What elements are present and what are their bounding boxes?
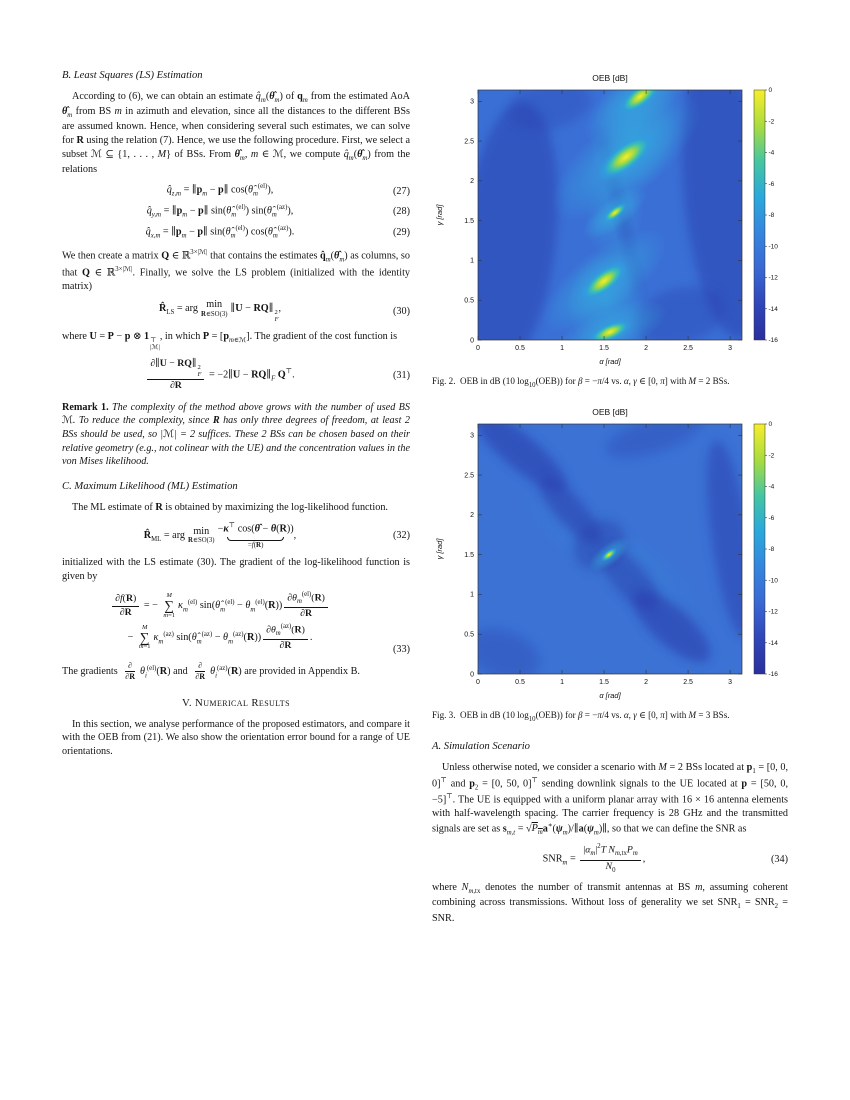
y-tick-label: 2 [470,178,474,186]
equation-number: (33) [393,643,410,655]
section-b-heading: B. Least Squares (LS) Estimation [62,70,203,81]
colorbar-tick-label: -4 [768,483,775,491]
figure-2-heatmap [432,70,784,370]
x-tick-label: 2.5 [683,678,693,686]
colorbar-tick-label: -8 [768,212,775,220]
x-tick-label: 1.5 [599,678,609,686]
equation-31 [62,358,410,393]
equation-28 [62,203,410,221]
x-tick-label: 2 [644,345,649,352]
x-axis-label: α [rad] [599,357,621,366]
remark-1: Remark 1. The complexity of the method above grows with the number of used BS ℳ. To reduce the complexity, since R has only three degrees of freedom, at least 2 BSs should be used, so |ℳ| = 2 suffices. These 2 BSs can be chosen based on their relative geometry (e.g., not colinear with the UE) and the concentration values in the von Mises likelihood. [62,401,410,468]
x-tick-label: 3 [728,678,733,686]
y-tick-label: 2.5 [464,138,474,146]
paragraph-c3: The gradients $\frac{\partial}{\partial R}$ $\theta_i^{(el)}(R)$ and $\frac{\partial}{\partial R}$ $\theta_i^{(az)}(R)$ are provided in Appendix B. [62,660,360,682]
paragraph-b1: According to (6), we can obtain an estimate $q̂_m(\thetâ_m)$ of $q_m$ from the estimated AoA $\thetâ_m$ from BS m in azimuth and elevation, since all the distances to the different BSs are assumed known. Hence, when considering several such estimates, we can solve for R using the relation (7). Hence, we use the following procedure. First, we select a subset ℳ ⊆ {1, . . . , M} of BSs. From $\thetâ_m$, m ∈ ℳ, we compute $q̂_m(\thetâ_m)$ from the relations [62,91,410,175]
paragraph-c1: The ML estimate of R is obtained by maximizing the log-likelihood function. [72,501,388,513]
equation-34 [432,843,788,875]
chart-title: OEB [dB] [592,73,628,83]
x-tick-label: 2 [644,678,649,686]
y-tick-label: 0 [470,337,474,345]
y-axis-label: γ [rad] [435,538,444,560]
colorbar-tick-label: 0 [768,420,773,428]
y-tick-label: 3 [470,98,474,106]
equation-body: $q̂_{x,m}$ = $\parallel p_m$ − p∥ $\sin(\thetâ_m^{(el)})$ $\cos(\thetâ_m^{(az)})$. [145,224,295,240]
x-tick-label: 3 [728,345,733,352]
y-tick-label: 1.5 [464,551,474,559]
equation-number: (31) [393,369,410,381]
figure-3-heatmap [432,404,784,704]
equation-body: ∂∥U − RQ∥ 2 F ∂R = −2∥U − $RQ\parallel_F$ Q⊤. [62,358,378,393]
y-tick-label: 2 [470,511,474,519]
heatmap-plot-area [450,70,783,370]
x-tick-label: 1.5 [599,345,609,352]
equation-32 [62,521,410,550]
equation-number: (29) [393,226,410,238]
section-c-heading: C. Maximum Likelihood (ML) Estimation [62,480,238,492]
colorbar-tick-label: -6 [768,514,775,522]
colorbar-tick-label: -8 [768,545,775,553]
figure-3-caption: Fig. 3. OEB in dB (10 $\log_{10}(OEB)$) for β = −π/4 vs. α, γ ∈ [0, π] with M = 3 BSs. [432,709,730,723]
y-tick-label: 3 [470,432,474,440]
colorbar-tick-label: -12 [768,608,778,616]
equation-body: $R̂_{ML}$ = arg min R∈SO(3) −κ⊤ cos(θ̂ − θ(R)) =f(R) , [143,521,297,550]
colorbar-tick-label: -14 [768,639,778,647]
y-tick-label: 1.5 [464,217,474,225]
equation-body: $R̂_{LS}$ = arg min R∈SO(3) ∥U − RQ∥ 2 F , [158,299,282,324]
equation-27 [62,182,410,200]
equation-29 [62,224,410,242]
x-tick-label: 0.5 [515,345,525,352]
colorbar [754,90,765,340]
equation-number: (34) [771,853,788,865]
equation-number: (27) [393,185,410,197]
section-a-heading: A. Simulation Scenario [432,740,530,752]
heatmap-svg [432,404,784,704]
colorbar-tick-label: -2 [768,452,775,460]
equation-33 [62,589,410,655]
figure-3 [432,404,788,725]
paragraph-c2: initialized with the LS estimate (30). The gradient of the log-likelihood function is given by [62,557,410,582]
section-v-heading: V. Numerical Results [182,696,290,709]
colorbar-tick-label: -10 [768,577,778,585]
y-tick-label: 1 [470,591,474,599]
heatmap-svg [432,70,784,370]
equation-number: (28) [393,206,410,218]
equation-body: $q̂_{y,m}$ = $\parallel p_m$ − p∥ $\sin(\thetâ_m^{(el)})$ $\sin(\thetâ_m^{(az)})$, [146,204,294,219]
x-tick-label: 2.5 [683,345,693,352]
colorbar-tick-label: -16 [768,670,778,678]
x-tick-label: 1 [560,678,564,686]
equation-body: $SNR_m$ = $\frac{|\alpha_m|^2T N_{m,tx}P_m}{N_0}$ , [542,843,646,874]
right-column [432,70,788,930]
figure-2 [432,70,788,391]
paragraph-b2: We then create a matrix Q ∈ ℝ$^{3\times|ℳ|}$ that contains the estimates $q̂_m(\thetâ_m)$ as columns, so that Q ∈ ℝ$^{3\times|ℳ|}$. Finally, we solve the LS problem (initialized with the identity matrix) [62,249,410,292]
colorbar-tick-label: 0 [768,87,773,95]
y-tick-label: 2.5 [464,472,474,480]
y-tick-label: 1 [470,257,474,265]
figure-2-caption: Fig. 2. OEB in dB (10 $\log_{10}(OEB)$) for β = −π/4 vs. α, γ ∈ [0, π] with M = 2 BSs. [432,376,730,389]
left-column [62,70,410,764]
y-axis-label: γ [rad] [435,204,444,226]
colorbar-tick-label: -14 [768,305,778,313]
paragraph-b3: where U = P − p ⊗ 1 ⊤ |ℳ| , in which $P = [p_{m\in ℳ}]$. The gradient of the cost function is [62,331,398,352]
colorbar-tick-label: -16 [768,337,778,345]
y-tick-label: 0.5 [464,631,474,639]
chart-title: OEB [dB] [592,406,628,417]
x-tick-label: 0.5 [515,678,525,686]
paragraph-a2: where $N_{m,tx}$ denotes the number of transmit antennas at BS m, assuming coherent combining across transmissions. Without loss of generality we set $SNR_1 = SNR_2$ = SNR. [432,882,789,924]
equation-body: $\frac{\partial f(R)}{\partial R}$ = − M ∑ m=1 $\kappa_m^{(el)}$ $\sin(\thetâ_m^{(el)} - \theta_m^{(el)}(R))$ $\frac{\partial\theta_m^{(el)}(R)}{\partial R}$ − M ∑ m=1 $\kappa_m^{(az)}$ $\sin(\thetâ_m^{(az)} - \theta_m^{(az)}(R))$ $\frac{\partial\theta_m^{(az)}(R)}{\partial R}$ . [62,589,378,655]
colorbar-tick-label: -2 [768,118,775,126]
x-axis-label: α [rad] [599,690,621,700]
equation-30 [62,299,410,324]
equation-number: (30) [393,306,410,318]
x-tick-label: 0 [476,345,480,352]
colorbar-tick-label: -4 [768,149,775,157]
colorbar-tick-label: -10 [768,243,778,251]
y-tick-label: 0.5 [464,297,474,305]
colorbar-tick-label: -6 [768,180,775,188]
y-tick-label: 0 [470,671,474,679]
equation-number: (32) [393,529,410,541]
heatmap-plot-area [460,404,763,689]
paragraph-v1: In this section, we analyse performance of the proposed estimators, and compare it with the OEB from (21). We also show the orientation error bound for a range of UE orientations. [62,718,410,758]
colorbar-tick-label: -12 [768,274,778,282]
equation-body: $q̂_{z,m}$ = $\parallel p_m$ − p∥ $\cos(\thetâ_m^{(el)})$, [166,183,274,198]
colorbar [754,424,765,674]
x-tick-label: 1 [560,345,564,352]
equations-27-29 [62,182,410,241]
x-tick-label: 0 [476,678,480,686]
paragraph-a1: Unless otherwise noted, we consider a scenario with M = 2 BSs located at $p_1 = [0$, 0, 0]⊤ and $p_2 = [0$, 50, 0]⊤ sending downlink signals to the UE located at p = [50, 0, −5]⊤. The UE is equipped with a uniform planar array with 16 × 16 antenna elements with half-wavelength spacing. The carrier frequency is 28 GHz and the transmitted signals are set as $s_{m,t}$ = $√P_ma^∗(\psi_m)/\parallel a(\psi_m)\parallel$, so that we can define the SNR as [432,761,789,837]
